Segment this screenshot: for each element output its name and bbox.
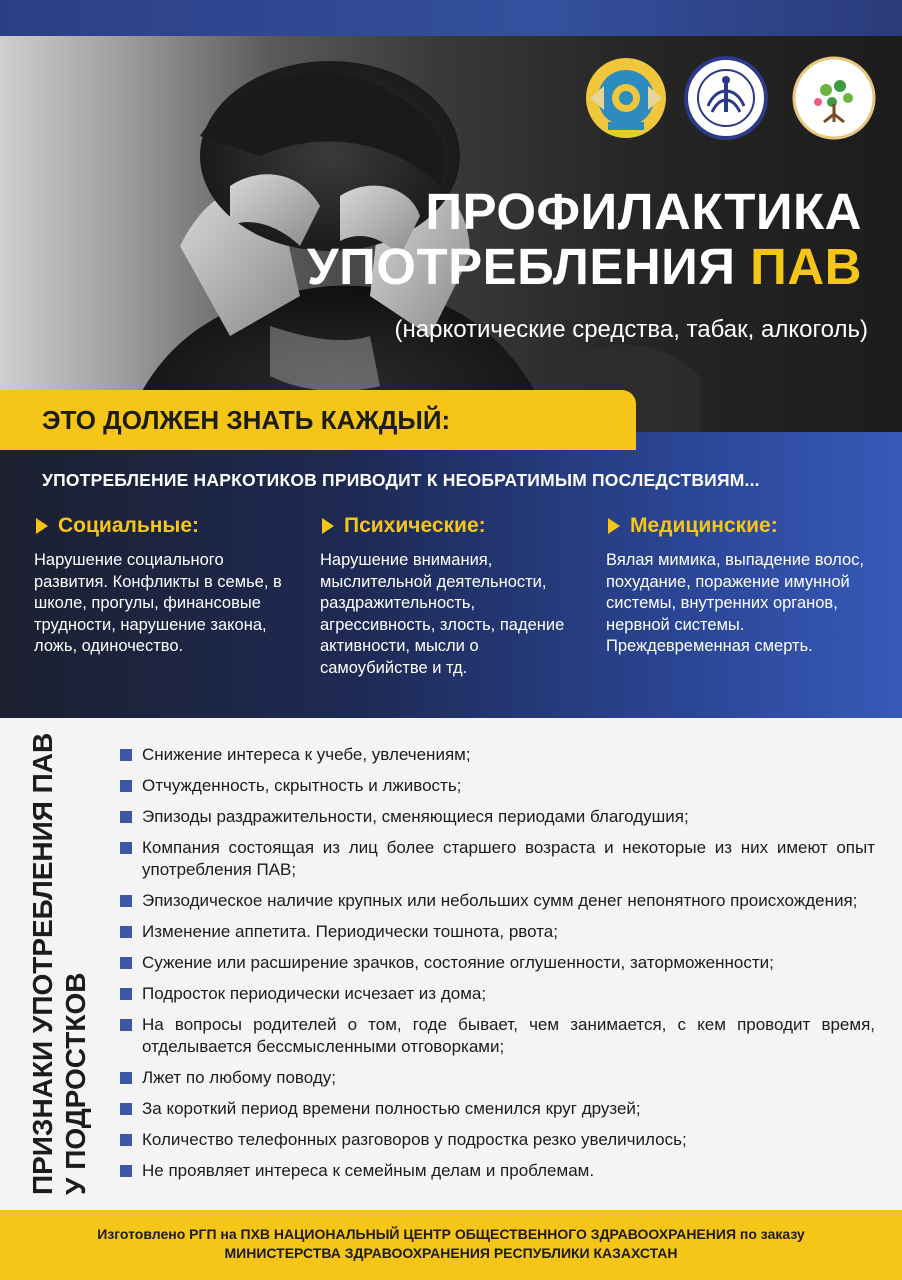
list-item-text: Подросток периодически исчезает из дома; bbox=[142, 984, 487, 1003]
consequence-social-text: Нарушение социального развития. Конфликты в семье, в школе, прогулы, финансовые трудности, нарушение закона, ложь, одиночество. bbox=[34, 551, 282, 655]
arrow-right-icon bbox=[36, 518, 48, 534]
consequence-mental bbox=[320, 514, 580, 679]
deni-sau-ult-logo-icon bbox=[684, 56, 768, 140]
title-line-1: ПРОФИЛАКТИКА bbox=[425, 183, 862, 240]
square-bullet-icon bbox=[120, 749, 132, 761]
consequences-lead: УПОТРЕБЛЕНИЕ НАРКОТИКОВ ПРИВОДИТ К НЕОБРАТИМЫМ ПОСЛЕДСТВИЯМ... bbox=[42, 470, 760, 490]
consequences-section bbox=[0, 432, 902, 718]
signs-list bbox=[120, 744, 875, 1191]
footer-line-1: Изготовлено РГП на ПХВ НАЦИОНАЛЬНЫЙ ЦЕНТР ОБЩЕСТВЕННОГО ЗДРАВООХРАНЕНИЯ по заказу bbox=[97, 1226, 805, 1242]
consequence-medical bbox=[606, 514, 866, 658]
list-item bbox=[120, 837, 875, 881]
square-bullet-icon bbox=[120, 957, 132, 969]
list-item bbox=[120, 775, 875, 797]
square-bullet-icon bbox=[120, 1134, 132, 1146]
page-title bbox=[307, 184, 862, 294]
must-know-banner bbox=[0, 390, 636, 450]
consequence-mental-header bbox=[320, 514, 580, 538]
square-bullet-icon bbox=[120, 1072, 132, 1084]
title-line-2-prefix: УПОТРЕБЛЕНИЯ bbox=[306, 238, 736, 295]
square-bullet-icon bbox=[120, 1103, 132, 1115]
list-item-text: Изменение аппетита. Периодически тошнота, рвота; bbox=[142, 922, 558, 941]
list-item bbox=[120, 1098, 875, 1120]
page-subtitle: (наркотические средства, табак, алкоголь) bbox=[394, 316, 868, 343]
must-know-label: ЭТО ДОЛЖЕН ЗНАТЬ КАЖДЫЙ: bbox=[42, 405, 451, 435]
list-item-text: Лжет по любому поводу; bbox=[142, 1068, 336, 1087]
consequence-medical-title: Медицинские: bbox=[630, 514, 778, 537]
list-item bbox=[120, 952, 875, 974]
footer-line-2: МИНИСТЕРСТВА ЗДРАВООХРАНЕНИЯ РЕСПУБЛИКИ КАЗАХСТАН bbox=[224, 1245, 678, 1261]
list-item-text: Эпизодическое наличие крупных или небольших сумм денег непонятного происхождения; bbox=[142, 891, 858, 910]
list-item bbox=[120, 1129, 875, 1151]
list-item-text: Не проявляет интереса к семейным делам и проблемам. bbox=[142, 1161, 595, 1180]
consequence-social-header bbox=[34, 514, 294, 538]
list-item bbox=[120, 1067, 875, 1089]
title-line-2 bbox=[307, 239, 862, 294]
list-item bbox=[120, 806, 875, 828]
public-health-center-logo-icon bbox=[792, 56, 876, 140]
list-item bbox=[120, 890, 875, 912]
consequence-mental-title: Психические: bbox=[344, 514, 486, 537]
logos-row bbox=[584, 56, 884, 140]
square-bullet-icon bbox=[120, 895, 132, 907]
list-item-text: Компания состоящая из лиц более старшего возраста и некоторые из них имеют опыт употребления ПАВ; bbox=[142, 838, 875, 879]
arrow-right-icon bbox=[322, 518, 334, 534]
list-item-text: Снижение интереса к учебе, увлечениям; bbox=[142, 745, 471, 764]
title-accent-pav: ПАВ bbox=[750, 238, 862, 295]
square-bullet-icon bbox=[120, 1165, 132, 1177]
square-bullet-icon bbox=[120, 842, 132, 854]
list-item-text: Отчужденность, скрытность и лживость; bbox=[142, 776, 462, 795]
signs-vertical-heading bbox=[26, 733, 92, 1195]
square-bullet-icon bbox=[120, 811, 132, 823]
list-item bbox=[120, 744, 875, 766]
kazakhstan-emblem-icon bbox=[584, 56, 668, 140]
list-item-text: За короткий период времени полностью сменился круг друзей; bbox=[142, 1099, 641, 1118]
consequence-medical-text: Вялая мимика, выпадение волос, похудание, поражение имунной системы, внутренних органов, нервной системы. Преждевременная смерть. bbox=[606, 551, 864, 655]
consequence-mental-text: Нарушение внимания, мыслительной деятельности, раздражительность, агрессивность, злость, падение активности, мысли о самоубийстве и тд. bbox=[320, 551, 565, 677]
arrow-right-icon bbox=[608, 518, 620, 534]
list-item bbox=[120, 1160, 875, 1182]
consequence-social bbox=[34, 514, 294, 658]
square-bullet-icon bbox=[120, 988, 132, 1000]
list-item-text: Сужение или расширение зрачков, состояние оглушенности, заторможенности; bbox=[142, 953, 774, 972]
square-bullet-icon bbox=[120, 926, 132, 938]
list-item bbox=[120, 921, 875, 943]
consequence-medical-header bbox=[606, 514, 866, 538]
signs-heading-line-2: У ПОДРОСТКОВ bbox=[60, 972, 91, 1195]
list-item-text: Эпизоды раздражительности, сменяющиеся периодами благодушия; bbox=[142, 807, 689, 826]
list-item bbox=[120, 983, 875, 1005]
footer bbox=[0, 1210, 902, 1280]
signs-heading-line-1: ПРИЗНАКИ УПОТРЕБЛЕНИЯ ПАВ bbox=[27, 732, 58, 1195]
top-bar bbox=[0, 0, 902, 36]
consequence-social-title: Социальные: bbox=[58, 514, 200, 537]
square-bullet-icon bbox=[120, 1019, 132, 1031]
list-item-text: На вопросы родителей о том, годе бывает, чем занимается, с кем проводит время, отделывается бессмысленными отговорками; bbox=[142, 1015, 875, 1056]
list-item-text: Количество телефонных разговоров у подростка резко увеличилось; bbox=[142, 1130, 687, 1149]
square-bullet-icon bbox=[120, 780, 132, 792]
list-item bbox=[120, 1014, 875, 1058]
